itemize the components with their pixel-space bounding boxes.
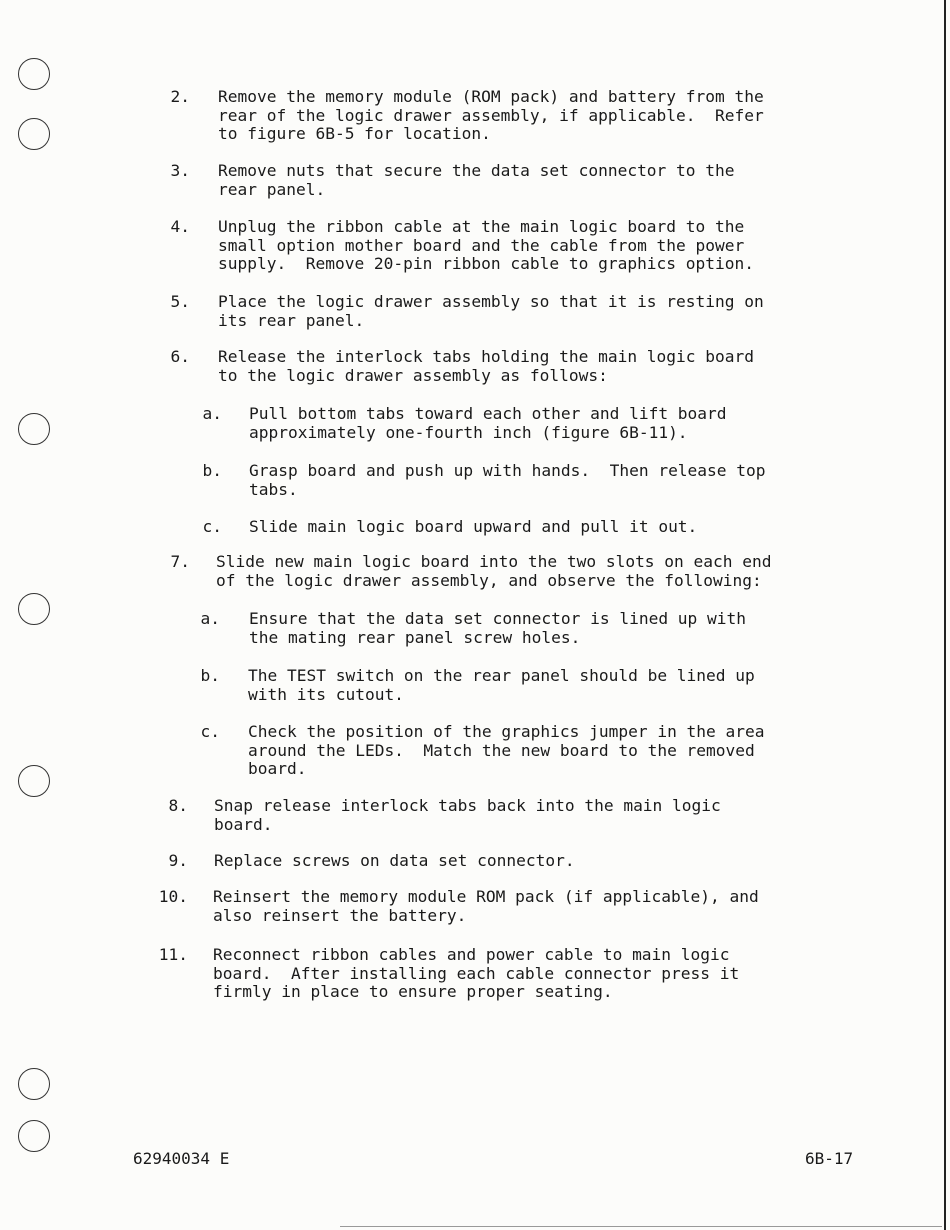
step-number: 8.	[168, 796, 188, 815]
step-text-line: small option mother board and the cable from the power	[218, 235, 745, 255]
step-text	[213, 888, 759, 925]
step-text	[249, 610, 746, 647]
step-text-line: to the logic drawer assembly as follows:	[218, 365, 608, 385]
step-text-line: Replace screws on data set connector.	[214, 851, 575, 870]
step-text-line: board. After installing each cable connector press it	[213, 963, 740, 983]
step-text	[248, 723, 765, 779]
step-text	[248, 667, 755, 704]
step-number: 5.	[170, 292, 190, 311]
step-text-line: approximately one-fourth inch (figure 6B-11).	[249, 422, 688, 442]
binder-hole	[18, 593, 50, 625]
step-text-line: The TEST switch on the rear panel should be lined up	[248, 666, 755, 685]
step-text-line: board.	[214, 814, 273, 834]
step-number: 2.	[170, 87, 190, 106]
step-text-line: Snap release interlock tabs back into the main logic	[214, 796, 721, 815]
step-text-line: Reinsert the memory module ROM pack (if applicable), and	[213, 887, 759, 906]
step-text-line: the mating rear panel screw holes.	[249, 627, 581, 647]
document-number: 62940034 E	[133, 1149, 230, 1168]
binder-hole	[18, 765, 50, 797]
page-number: 6B-17	[805, 1149, 854, 1168]
step-text-line: Reconnect ribbon cables and power cable to main logic	[213, 945, 730, 964]
step-text-line: rear of the logic drawer assembly, if applicable. Refer	[218, 105, 764, 125]
step-text-line: its rear panel.	[218, 310, 365, 330]
step-number: 6.	[170, 347, 190, 366]
step-text-line: Ensure that the data set connector is lined up with	[249, 609, 747, 628]
step-text	[218, 218, 754, 274]
step-text-line: with its cutout.	[248, 684, 404, 704]
step-text	[249, 518, 697, 537]
step-number: 4.	[170, 217, 190, 236]
binder-hole	[18, 1120, 50, 1152]
step-number: a.	[202, 404, 222, 423]
step-number: 11.	[158, 945, 188, 964]
binder-hole	[18, 1068, 50, 1100]
step-text-line: board.	[248, 759, 307, 779]
step-text-line: Place the logic drawer assembly so that it is resting on	[218, 292, 764, 311]
step-text-line: supply. Remove 20-pin ribbon cable to graphics option.	[218, 254, 755, 274]
step-text-line: rear panel.	[218, 179, 326, 199]
step-text-line: also reinsert the battery.	[213, 905, 467, 925]
step-text-line: Slide main logic board upward and pull it out.	[249, 517, 698, 536]
step-number: 3.	[170, 161, 190, 180]
step-text	[218, 88, 764, 144]
step-text	[249, 462, 766, 499]
step-text-line: Unplug the ribbon cable at the main logic board to the	[218, 217, 745, 236]
step-number: b.	[202, 461, 222, 480]
step-text-line: Check the position of the graphics jumper in the area	[248, 722, 765, 741]
step-number: a.	[200, 609, 220, 628]
step-text	[218, 293, 764, 330]
step-text-line: Slide new main logic board into the two slots on each end	[216, 552, 772, 571]
step-number: 9.	[168, 851, 188, 870]
step-text-line: Grasp board and push up with hands. Then release top	[249, 461, 766, 480]
binder-hole	[18, 413, 50, 445]
step-text	[214, 852, 575, 871]
page-edge-line	[944, 0, 946, 1230]
step-text	[213, 946, 739, 1002]
step-number: c.	[202, 517, 222, 536]
step-text-line: to figure 6B-5 for location.	[218, 124, 491, 144]
step-number: b.	[200, 666, 220, 685]
step-text	[249, 405, 727, 442]
step-text-line: of the logic drawer assembly, and observe the following:	[216, 570, 762, 590]
step-text-line: around the LEDs. Match the new board to the removed	[248, 740, 755, 760]
step-text-line: firmly in place to ensure proper seating.	[213, 982, 613, 1002]
step-text-line: tabs.	[249, 479, 298, 499]
step-text	[214, 797, 721, 834]
step-text-line: Release the interlock tabs holding the main logic board	[218, 347, 755, 366]
step-number: 7.	[170, 552, 190, 571]
binder-hole	[18, 58, 50, 90]
step-text	[218, 348, 754, 385]
page-bottom-line	[340, 1226, 942, 1227]
binder-hole	[18, 118, 50, 150]
step-text-line: Remove the memory module (ROM pack) and battery from the	[218, 87, 764, 106]
step-number: c.	[200, 722, 220, 741]
step-text-line: Pull bottom tabs toward each other and lift board	[249, 404, 727, 423]
step-text	[216, 553, 772, 590]
step-text-line: Remove nuts that secure the data set connector to the	[218, 161, 735, 180]
step-number: 10.	[158, 887, 188, 906]
step-text	[218, 162, 735, 199]
